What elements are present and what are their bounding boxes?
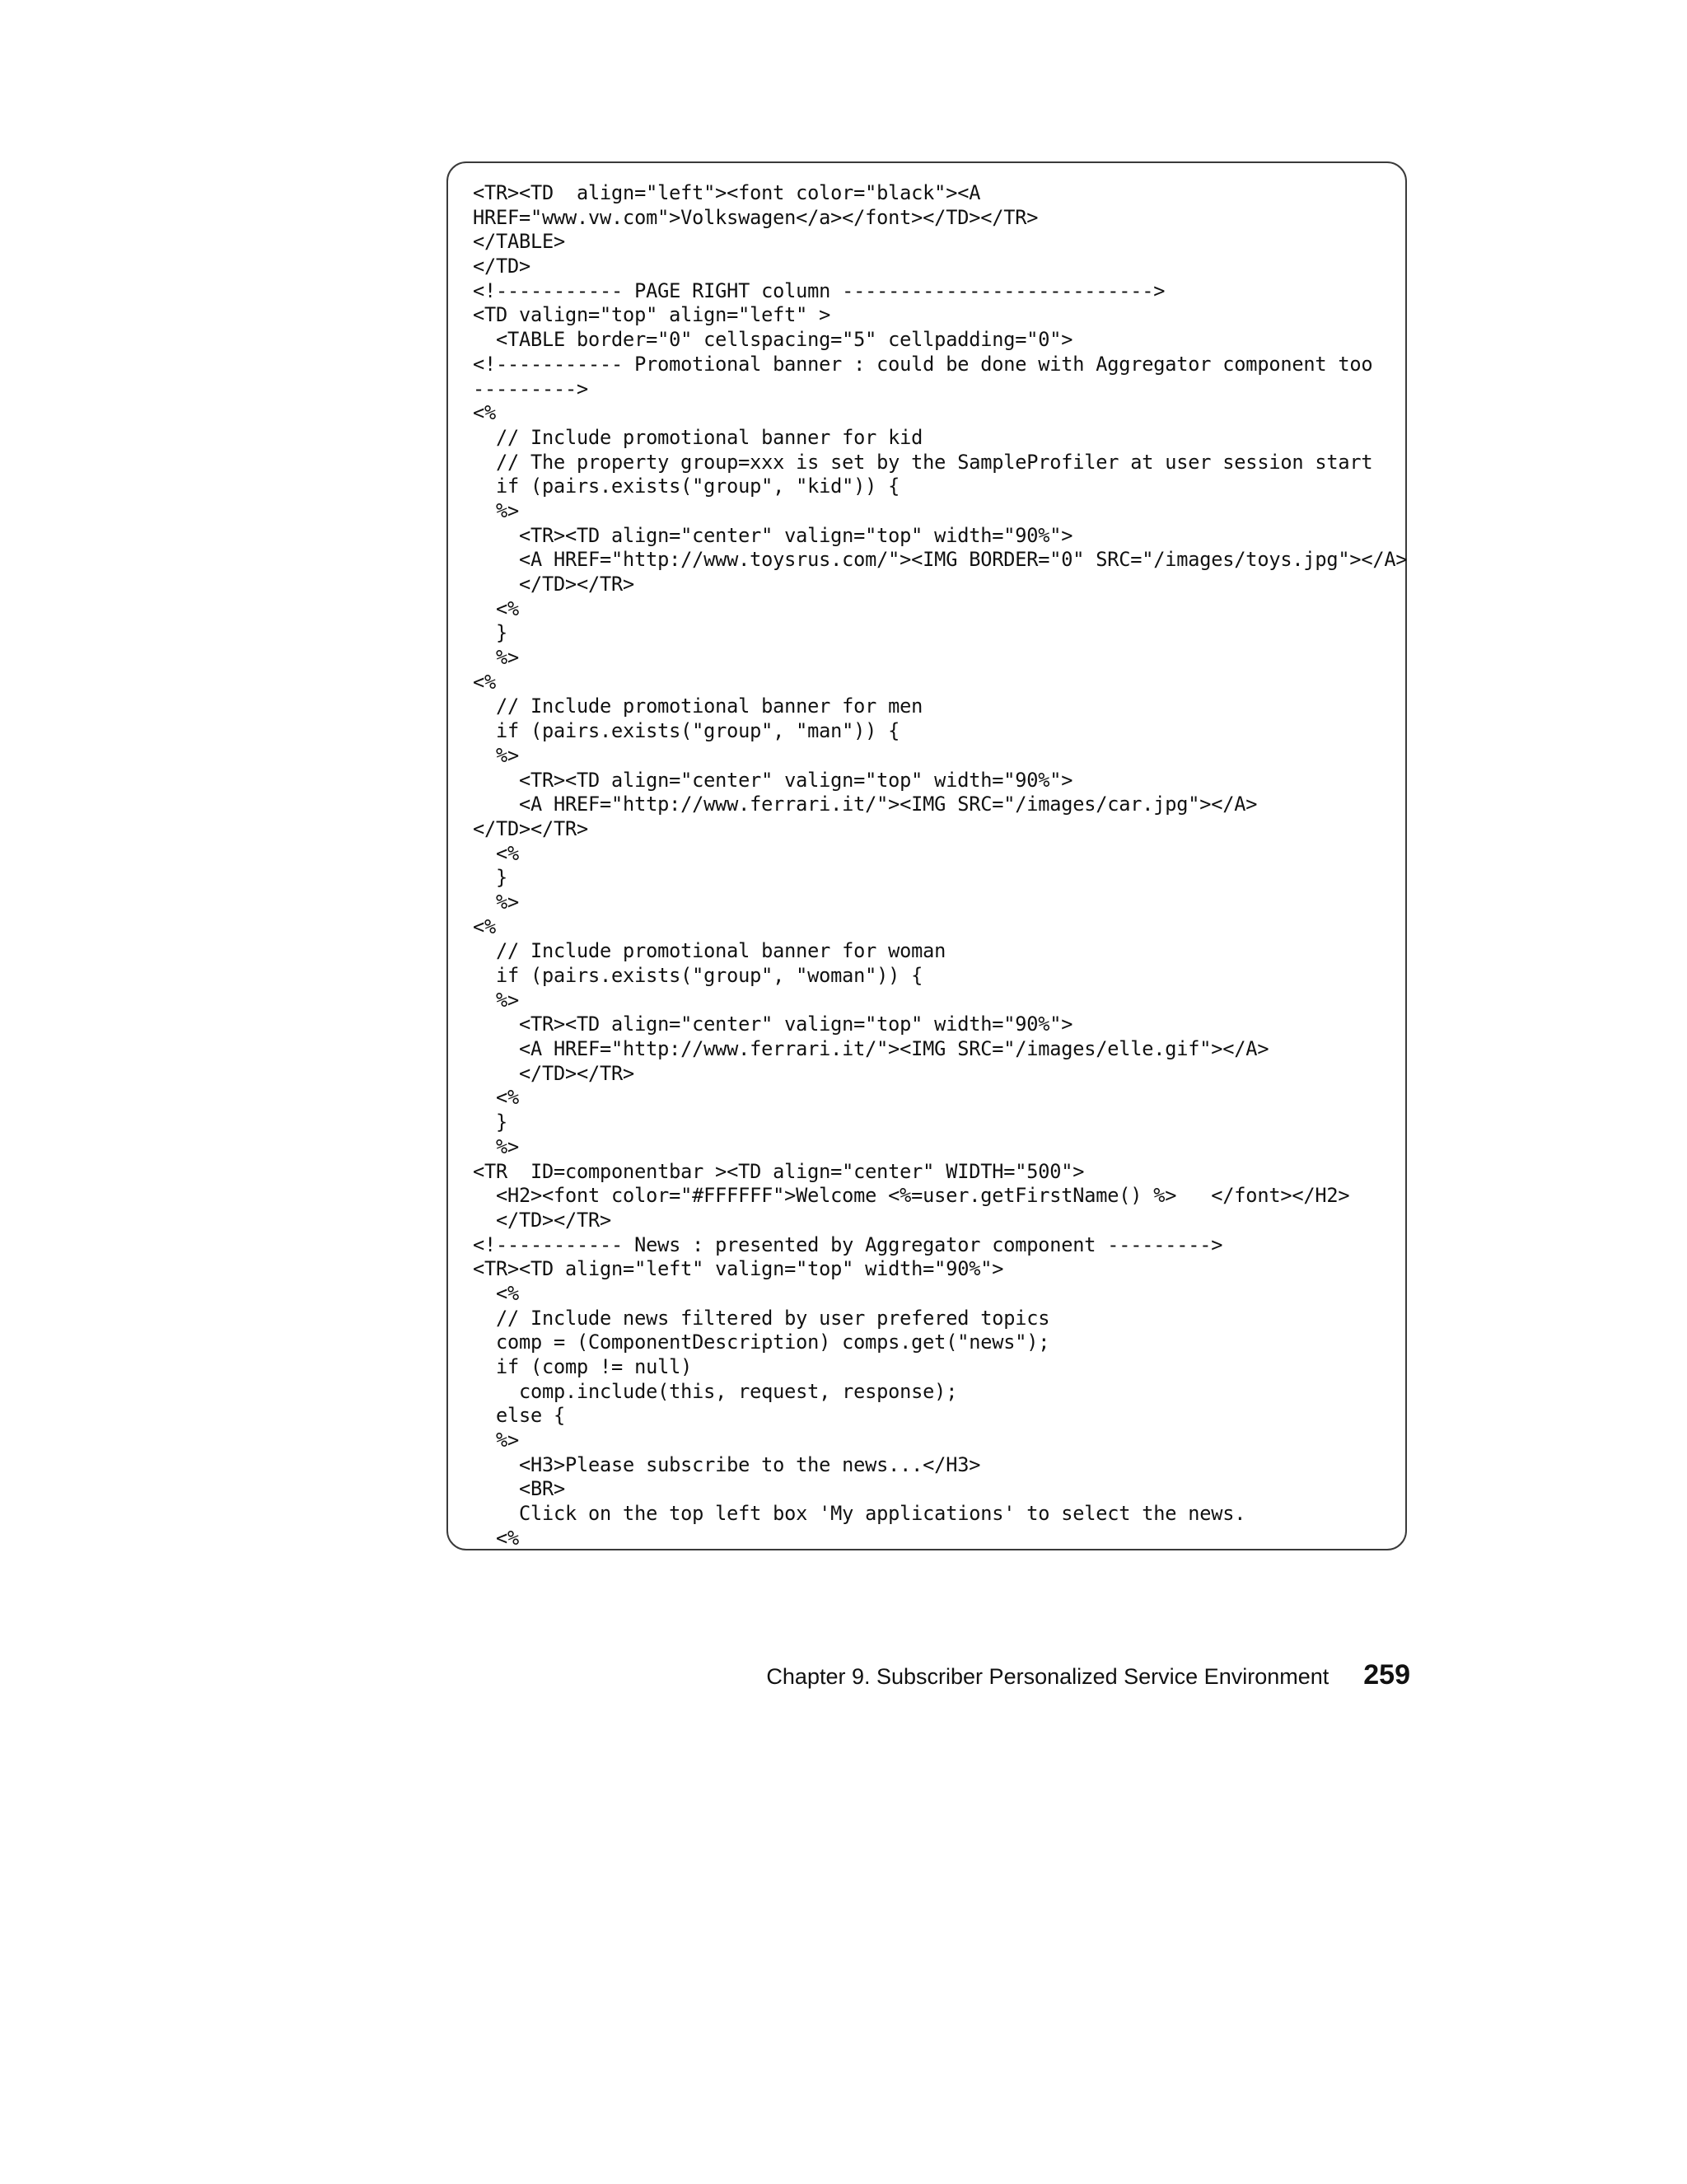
code-listing — [473, 181, 1407, 1551]
code-line: %> — [473, 890, 520, 914]
code-listing-box — [446, 161, 1407, 1550]
chapter-title: Chapter 9. Subscriber Personalized Service Environment — [766, 1664, 1330, 1689]
code-line: <% — [473, 596, 520, 620]
code-line: %> — [473, 1134, 520, 1158]
code-line: // The property group=xxx is set by the SampleProfiler at user session start — [473, 450, 1373, 474]
code-line: </TD></TR> — [473, 1061, 635, 1085]
code-line: else { — [473, 1404, 566, 1428]
code-line: <A HREF="http://www.toysrus.com/"><IMG BORDER="0" SRC="/images/toys.jpg"></A> — [473, 548, 1408, 572]
code-line: <% — [473, 841, 520, 865]
code-line: <% — [473, 401, 497, 425]
code-line: <BR> — [473, 1477, 566, 1501]
code-line: <TABLE border="0" cellspacing="5" cellpadding="0"> — [473, 328, 1073, 352]
code-line: ---------> — [473, 376, 589, 400]
code-line: // Include promotional banner for men — [473, 694, 923, 718]
code-line: } — [473, 866, 508, 890]
code-line: comp = (ComponentDescription) comps.get("news"); — [473, 1331, 1050, 1354]
code-line: %> — [473, 646, 520, 670]
code-line: </TD></TR> — [473, 1208, 612, 1232]
code-line: </TABLE> — [473, 230, 566, 254]
code-line: <% — [473, 1526, 520, 1550]
code-line: } — [473, 1111, 508, 1134]
page-number: 259 — [1363, 1659, 1410, 1691]
code-line: <A HREF="http://www.ferrari.it/"><IMG SRC="/images/car.jpg"></A> — [473, 793, 1258, 816]
code-line: <TR><TD align="center" valign="top" width="90%"> — [473, 768, 1073, 792]
page-footer — [766, 1659, 1410, 1691]
code-line: </TD> — [473, 255, 531, 278]
code-line: // Include news filtered by user prefered topics — [473, 1306, 1050, 1330]
code-line: <TR ID=componentbar ><TD align="center" WIDTH="500"> — [473, 1159, 1085, 1183]
code-line: if (pairs.exists("group", "woman")) { — [473, 964, 923, 987]
code-line: Click on the top left box 'My applications' to select the news. — [473, 1502, 1246, 1526]
code-line: <TR><TD align="center" valign="top" width="90%"> — [473, 523, 1073, 547]
code-line: <!----------- Promotional banner : could be done with Aggregator component too — [473, 352, 1373, 376]
code-line: %> — [473, 988, 520, 1012]
code-line: <H3>Please subscribe to the news...</H3> — [473, 1452, 981, 1476]
code-line: %> — [473, 743, 520, 767]
code-line: %> — [473, 1429, 520, 1452]
code-line: <% — [473, 670, 497, 694]
code-line: <TR><TD align="center" valign="top" width="90%"> — [473, 1012, 1073, 1036]
code-line: </TD></TR> — [473, 573, 635, 596]
code-line: <H2><font color="#FFFFFF">Welcome <%=user.getFirstName() %> </font></H2> — [473, 1184, 1350, 1208]
code-line: <TR><TD align="left" valign="top" width="90%"> — [473, 1257, 1004, 1281]
code-line: <% — [473, 1281, 520, 1305]
code-line: <TR><TD align="left"><font color="black"><A — [473, 181, 981, 204]
code-line: <A HREF="http://www.ferrari.it/"><IMG SRC="/images/elle.gif"></A> — [473, 1037, 1269, 1061]
code-line: // Include promotional banner for woman — [473, 939, 946, 963]
code-line: if (comp != null) — [473, 1355, 693, 1378]
code-line: <!----------- PAGE RIGHT column ---------------------------> — [473, 278, 1166, 302]
code-line: <% — [473, 1086, 520, 1110]
code-line: HREF="www.vw.com">Volkswagen</a></font></TD></TR> — [473, 205, 1039, 229]
code-line: comp.include(this, request, response); — [473, 1379, 958, 1403]
code-line: } — [473, 621, 508, 645]
code-line: if (pairs.exists("group", "kid")) { — [473, 475, 900, 498]
code-line: // Include promotional banner for kid — [473, 425, 923, 449]
code-line: </TD></TR> — [473, 816, 589, 840]
code-line: <TD valign="top" align="left" > — [473, 303, 831, 327]
code-line: <% — [473, 914, 497, 938]
code-line: <!----------- News : presented by Aggregator component ---------> — [473, 1232, 1223, 1256]
code-line: if (pairs.exists("group", "man")) { — [473, 719, 900, 743]
code-line: %> — [473, 498, 520, 522]
